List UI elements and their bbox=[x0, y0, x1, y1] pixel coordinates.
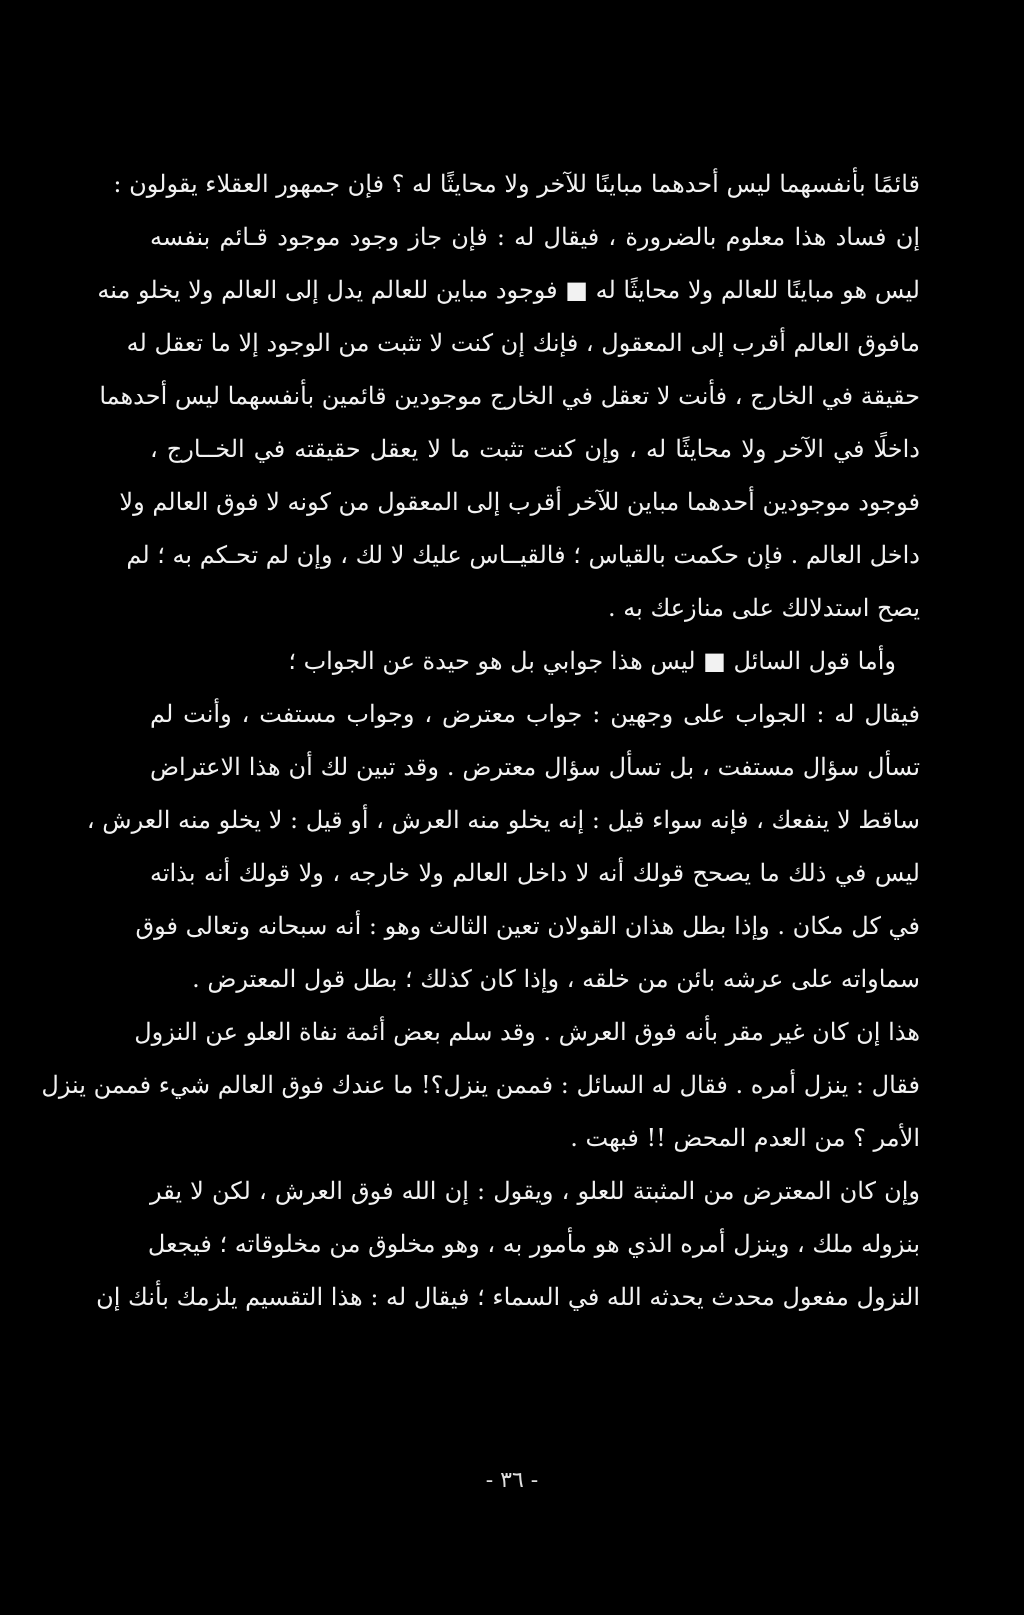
text-line: فيقال له : الجواب على وجهين : جواب معترض ، وجواب مستفت ، وأنت لم bbox=[150, 700, 920, 728]
text-line: سماواته على عرشه بائن من خلقه ، وإذا كان كذلك ؛ بطل قول المعترض . bbox=[192, 965, 920, 993]
text-line: داخل العالم . فإن حكمت بالقياس ؛ فالقيــاس عليك لا لك ، وإن لم تحـكم به ؛ لم bbox=[126, 541, 920, 569]
body-text bbox=[41, 158, 921, 1324]
text-line: هذا إن كان غير مقر بأنه فوق العرش . وقد سلم بعض أئمة نفاة العلو عن النزول bbox=[134, 1018, 920, 1046]
text-line: ليس هو مباينًا للعالم ولا محايثًا له ■ فوجود مباين للعالم يدل إلى العالم ولا يخلو منه bbox=[97, 276, 920, 304]
text-line: الأمر ؟ من العدم المحض !! فبهت . bbox=[570, 1124, 920, 1152]
text-line: مافوق العالم أقرب إلى المعقول ، فإنك إن كنت لا تثبت من الوجود إلا ما تعقل له bbox=[126, 329, 920, 357]
text-line: وأما قول السائل ■ ليس هذا جوابي بل هو حيدة عن الجواب ؛ bbox=[288, 647, 896, 675]
text-line: داخلًا في الآخر ولا محايثًا له ، وإن كنت تثبت ما لا يعقل حقيقته في الخــارج ، bbox=[150, 435, 920, 463]
text-line: تسأل سؤال مستفت ، بل تسأل سؤال معترض . وقد تبين لك أن هذا الاعتراض bbox=[150, 753, 921, 781]
text-line: قائمًا بأنفسهما ليس أحدهما مباينًا للآخر ولا محايثًا له ؟ فإن جمهور العقلاء يقولون : bbox=[113, 170, 920, 198]
text-line: وإن كان المعترض من المثبتة للعلو ، ويقول : إن الله فوق العرش ، لكن لا يقر bbox=[150, 1177, 920, 1205]
text-line: ساقط لا ينفعك ، فإنه سواء قيل : إنه يخلو منه العرش ، أو قيل : لا يخلو منه العرش ، bbox=[86, 806, 920, 834]
page-number: - ٣٦ - bbox=[485, 1468, 539, 1493]
text-line: إن فساد هذا معلوم بالضرورة ، فيقال له : فإن جاز وجود موجود قـائم بنفسه bbox=[150, 223, 920, 251]
text-line: بنزوله ملك ، وينزل أمره الذي هو مأمور به ، وهو مخلوق من مخلوقاته ؛ فيجعل bbox=[147, 1230, 920, 1258]
text-line: حقيقة في الخارج ، فأنت لا تعقل في الخارج موجودين قائمين بأنفسهما ليس أحدهما bbox=[99, 382, 920, 410]
text-line: النزول مفعول محدث يحدثه الله في السماء ؛ فيقال له : هذا التقسيم يلزمك بأنك إن bbox=[96, 1283, 920, 1311]
text-line: ليس في ذلك ما يصحح قولك أنه لا داخل العالم ولا خارجه ، ولا قولك أنه بذاته bbox=[150, 859, 920, 887]
text-line: يصح استدلالك على منازعك به . bbox=[608, 594, 920, 622]
text-line: في كل مكان . وإذا بطل هذان القولان تعين الثالث وهو : أنه سبحانه وتعالى فوق bbox=[135, 912, 920, 940]
text-line: فوجود موجودين أحدهما مباين للآخر أقرب إلى المعقول من كونه لا فوق العالم ولا bbox=[119, 488, 920, 516]
text-line: فقال : ينزل أمره . فقال له السائل : فممن ينزل؟! ما عندك فوق العالم شيء فممن ينزل bbox=[41, 1071, 920, 1099]
